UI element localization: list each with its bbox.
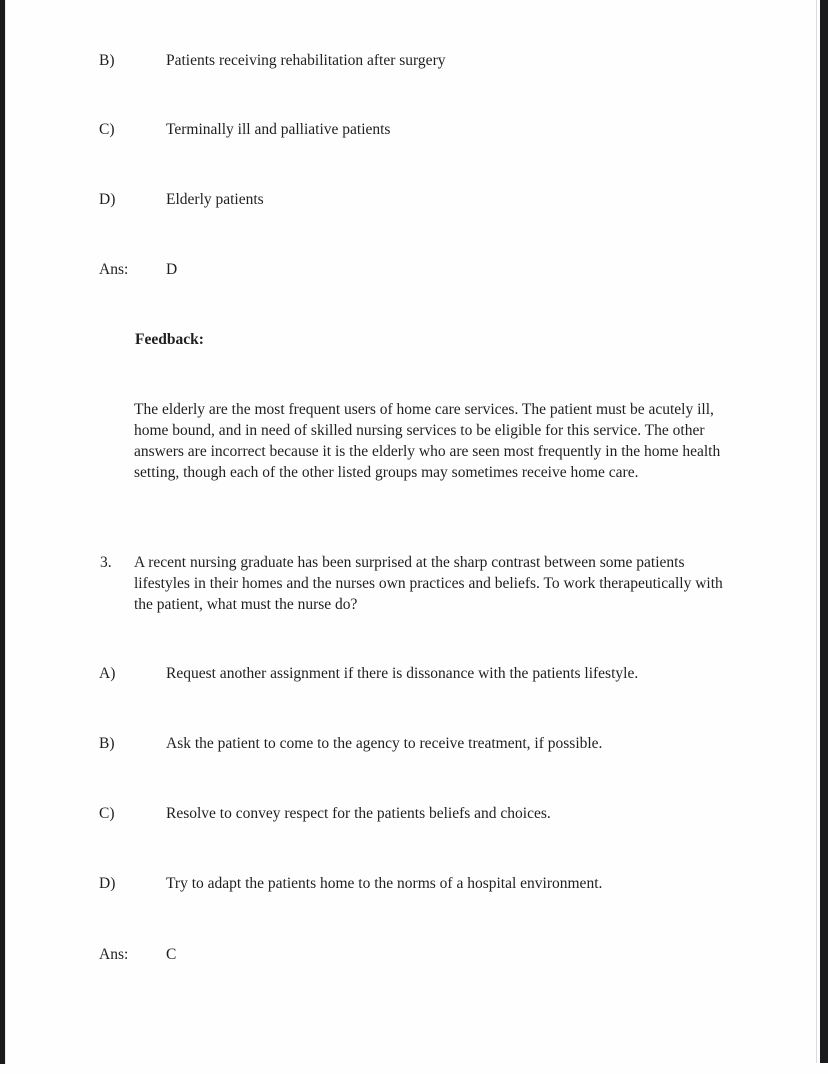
option-letter: A) [99, 665, 116, 682]
option-letter: D) [99, 191, 116, 208]
option-letter: C) [99, 805, 115, 822]
answer-value: D [166, 261, 178, 278]
answer-row-q2 [99, 259, 759, 280]
option-letter: B) [99, 52, 115, 69]
answer-value: C [166, 946, 177, 963]
answer-label: Ans: [99, 261, 129, 278]
option-row-q3-a [99, 663, 759, 684]
option-text: Elderly patients [166, 191, 264, 208]
option-text: Try to adapt the patients home to the norms of a hospital environment. [166, 875, 603, 892]
option-letter: D) [99, 875, 116, 892]
option-text: Request another assignment if there is dissonance with the patients lifestyle. [166, 665, 639, 682]
scan-edge-right [820, 0, 828, 1063]
question-number: 3. [100, 554, 112, 571]
option-row-q3-c [99, 803, 759, 824]
option-text: Terminally ill and palliative patients [166, 121, 391, 138]
option-row-q3-d [99, 873, 759, 894]
option-text: Ask the patient to come to the agency to receive treatment, if possible. [166, 735, 603, 752]
option-row-q2-c [99, 119, 759, 140]
scan-edge-right-highlight [816, 0, 817, 1063]
option-text: Resolve to convey respect for the patients beliefs and choices. [166, 805, 551, 822]
answer-label: Ans: [99, 946, 129, 963]
feedback-heading: Feedback: [135, 331, 204, 348]
feedback-paragraph: The elderly are the most frequent users of home care services. The patient must be acutely ill, home bound, and in need of skilled nursing services to be eligible for this service. The other answers are incorrect because it is the elderly who are seen most frequently in the home health setting, though each of the other listed groups may sometimes receive home care. [134, 401, 721, 481]
answer-row-q3 [99, 944, 759, 965]
option-row-q2-b [99, 50, 759, 71]
option-row-q3-b [99, 733, 759, 754]
scan-edge-left-highlight [5, 0, 6, 1064]
option-letter: B) [99, 735, 115, 752]
question-text: A recent nursing graduate has been surprised at the sharp contrast between some patients lifestyles in their homes and the nurses own practices and beliefs. To work therapeutically with the patient, what must the nurse do? [134, 554, 723, 613]
option-letter: C) [99, 121, 115, 138]
question-row-3 [100, 552, 724, 615]
option-row-q2-d [99, 189, 759, 210]
option-text: Patients receiving rehabilitation after surgery [166, 52, 446, 69]
